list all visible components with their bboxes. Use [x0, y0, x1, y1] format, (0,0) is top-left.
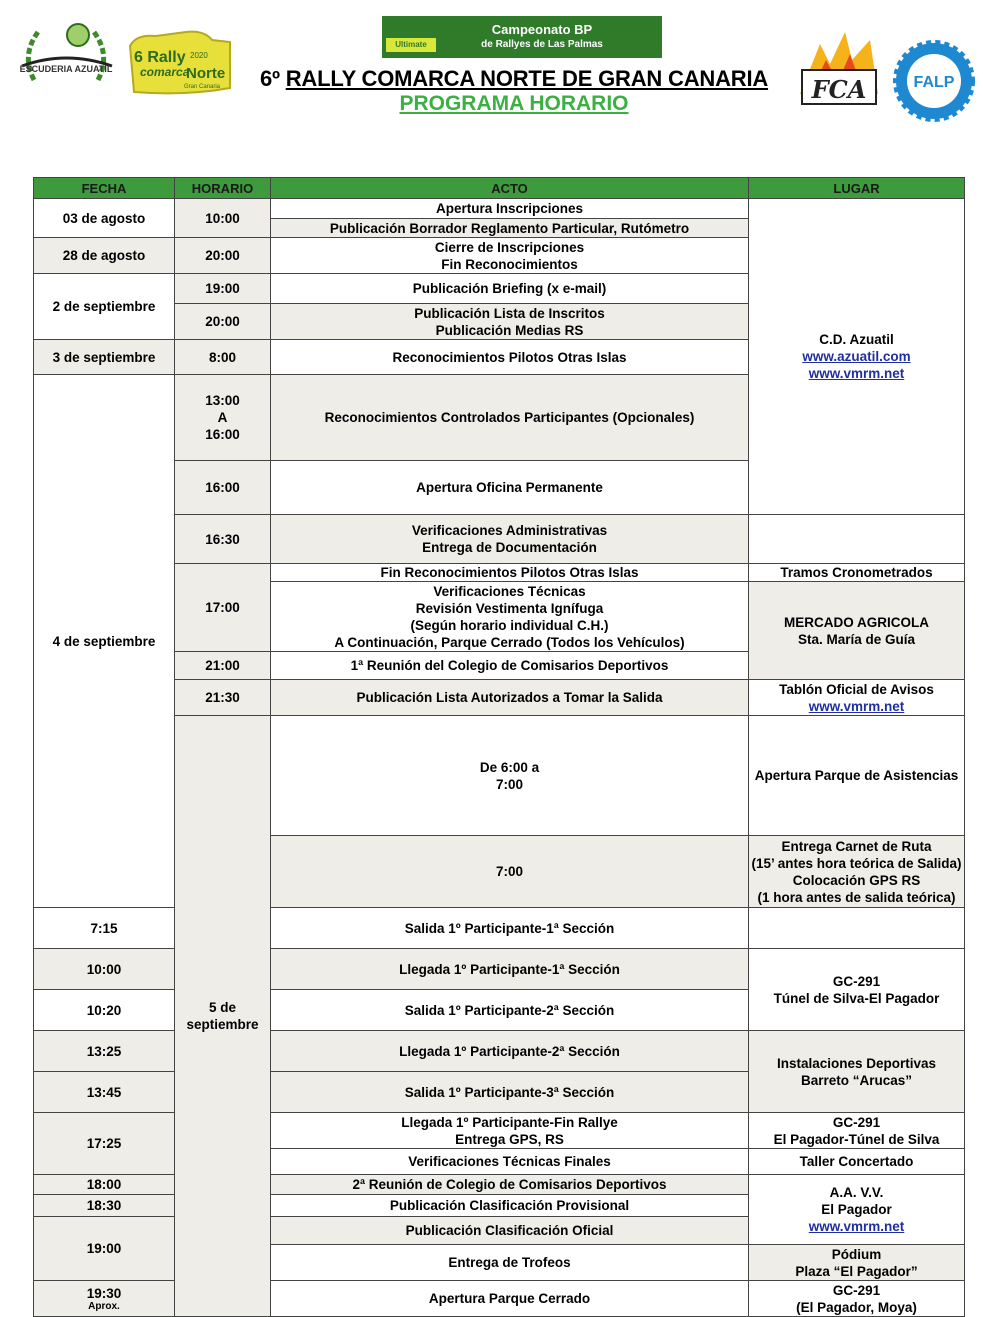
header-acto: ACTO: [271, 178, 749, 199]
act-line: Revisión Vestimenta Ignífuga: [415, 600, 604, 616]
campeonato-bp-banner: [382, 16, 662, 58]
act-cell: Salida 1º Participante-1ª Sección: [271, 908, 749, 949]
rally-comarca-norte-logo: [126, 28, 234, 98]
place-line: El Pagador: [821, 1202, 892, 1217]
time-line: 7:00: [495, 776, 524, 792]
time-cell: 7:15: [34, 908, 175, 949]
act-line: Publicación Medias RS: [435, 322, 584, 338]
place-cell: [749, 199, 965, 515]
time-cell: [271, 716, 749, 836]
act-cell: Apertura Parque de Asistencias: [749, 716, 965, 836]
act-line: Verificaciones Técnicas: [433, 583, 586, 599]
svg-text:FALP: FALP: [913, 74, 955, 91]
time-cell: 7:00: [271, 836, 749, 908]
table-header-row: [34, 178, 965, 199]
time-line: De 6:00 a: [479, 759, 540, 775]
title-text: RALLY COMARCA NORTE DE GRAN CANARIA: [285, 66, 769, 91]
act-line: (1 hora antes de salida teórica): [757, 889, 956, 905]
act-cell: Publicación Lista Autorizados a Tomar la Salida: [271, 680, 749, 716]
time-line: 13:00: [205, 393, 240, 408]
act-line: Fin Reconocimientos: [441, 256, 578, 272]
page-subtitle: PROGRAMA HORARIO: [399, 92, 629, 115]
time-line: 19:30: [86, 1286, 122, 1301]
place-link[interactable]: www.vmrm.net: [808, 698, 905, 714]
act-line: Verificaciones Administrativas: [411, 523, 608, 539]
time-cell: 20:00: [175, 304, 271, 340]
place-cell: Taller Concertado: [749, 1149, 965, 1175]
place-line: MERCADO AGRICOLA: [784, 614, 929, 630]
place-line: Pódium: [831, 1246, 882, 1262]
act-cell: Publicación Borrador Reglamento Particular, Rutómetro: [271, 219, 749, 238]
time-cell: 18:00: [34, 1175, 175, 1195]
act-cell: Publicación Clasificación Oficial: [271, 1217, 749, 1245]
time-cell: 19:00: [34, 1217, 175, 1281]
svg-text:Norte: Norte: [186, 65, 226, 82]
svg-text:6 Rally: 6 Rally: [134, 49, 186, 66]
time-cell: 21:00: [175, 652, 271, 680]
place-line: Plaza “El Pagador”: [795, 1263, 918, 1279]
act-cell: Fin Reconocimientos Pilotos Otras Islas: [271, 564, 749, 582]
place-line: (El Pagador, Moya): [796, 1299, 917, 1315]
header-fecha: FECHA: [34, 178, 175, 199]
escuderia-azuatil-logo: [16, 20, 116, 100]
table-row: [34, 1281, 965, 1317]
place-line: GC-291: [832, 1114, 881, 1130]
time-line: A: [217, 410, 228, 425]
place-cell: [749, 1281, 965, 1317]
schedule-table: [33, 177, 965, 1317]
time-cell: 10:00: [34, 949, 175, 990]
place-line: Barreto “Arucas”: [800, 1072, 913, 1088]
act-line: Cierre de Inscripciones: [434, 239, 585, 255]
table-row: [34, 1175, 965, 1195]
place-cell: [749, 1031, 965, 1113]
place-line: A.A. V.V.: [829, 1185, 884, 1200]
table-row: [34, 199, 965, 219]
title-prefix: 6º: [259, 66, 280, 91]
place-cell: [749, 1245, 965, 1281]
place-cell: [749, 582, 965, 680]
header-horario: HORARIO: [175, 178, 271, 199]
fca-logo: [790, 24, 888, 114]
act-cell: Publicación Briefing (x e-mail): [271, 274, 749, 304]
act-cell: Llegada 1º Participante-2ª Sección: [271, 1031, 749, 1072]
act-line: Entrega GPS, RS: [455, 1131, 564, 1147]
date-cell: 28 de agosto: [34, 238, 175, 274]
time-cell: 16:30: [175, 515, 271, 564]
place-link[interactable]: www.azuatil.com: [802, 349, 911, 365]
banner-line-2: de Rallyes de Las Palmas: [481, 39, 603, 50]
act-line: (Según horario individual C.H.): [410, 617, 609, 633]
table-row: [34, 1113, 965, 1149]
act-cell: Reconocimientos Controlados Participantes (Opcionales): [271, 375, 749, 461]
time-cell: 13:25: [34, 1031, 175, 1072]
act-cell: Apertura Parque Cerrado: [271, 1281, 749, 1317]
place-line: Tablón Oficial de Avisos: [779, 681, 934, 697]
place-line: El Pagador-Túnel de Silva: [773, 1131, 940, 1147]
svg-text:Gran Canaria: Gran Canaria: [184, 84, 221, 90]
falp-logo: [893, 40, 975, 122]
time-cell: 10:00: [175, 199, 271, 238]
place-cell: [749, 1113, 965, 1149]
act-line: (15’ antes hora teórica de Salida): [751, 855, 962, 871]
table-row: [34, 908, 965, 949]
svg-text:ESCUDERIA AZUATIL: ESCUDERIA AZUATIL: [19, 64, 113, 74]
time-cell: 8:00: [175, 340, 271, 375]
act-cell: Verificaciones Técnicas Finales: [271, 1149, 749, 1175]
date-cell: 5 de septiembre: [175, 716, 271, 1317]
svg-text:2020: 2020: [190, 51, 208, 60]
place-line: Instalaciones Deportivas: [776, 1055, 937, 1071]
svg-text:FCA: FCA: [811, 75, 867, 104]
date-cell: 3 de septiembre: [34, 340, 175, 375]
act-cell: Salida 1º Participante-3ª Sección: [271, 1072, 749, 1113]
time-cell: 20:00: [175, 238, 271, 274]
act-line: Entrega de Documentación: [422, 540, 597, 556]
act-cell: Apertura Oficina Permanente: [271, 461, 749, 515]
act-cell: 2ª Reunión de Colegio de Comisarios Deportivos: [271, 1175, 749, 1195]
place-cell: [749, 949, 965, 1031]
date-cell: 4 de septiembre: [34, 375, 175, 908]
place-line: Sta. María de Guía: [797, 631, 916, 647]
act-line: Llegada 1º Participante-Fin Rallye: [401, 1114, 618, 1130]
act-cell: 1ª Reunión del Colegio de Comisarios Deportivos: [271, 652, 749, 680]
time-note: Aprox.: [88, 1301, 120, 1312]
act-cell: [271, 1113, 749, 1149]
place-cell: [749, 680, 965, 716]
ultimate-tag: Ultimate: [386, 38, 436, 52]
act-cell: Salida 1º Participante-2ª Sección: [271, 990, 749, 1031]
place-line: GC-291: [832, 973, 881, 989]
act-cell: Llegada 1º Participante-1ª Sección: [271, 949, 749, 990]
header-lugar: LUGAR: [749, 178, 965, 199]
time-cell: 18:30: [34, 1195, 175, 1217]
place-link[interactable]: www.vmrm.net: [808, 366, 905, 382]
act-cell: Apertura Inscripciones: [271, 199, 749, 219]
place-line: GC-291: [832, 1282, 881, 1298]
time-cell: [175, 375, 271, 461]
act-cell: [271, 238, 749, 274]
time-cell: 10:20: [34, 990, 175, 1031]
banner-line-1: Campeonato BP: [491, 22, 593, 37]
time-cell: 17:00: [175, 564, 271, 652]
act-cell: [271, 582, 749, 652]
act-cell: [749, 836, 965, 908]
act-cell: Entrega de Trofeos: [271, 1245, 749, 1281]
act-line: Publicación Lista de Inscritos: [414, 305, 605, 321]
place-cell: Tramos Cronometrados: [749, 564, 965, 582]
time-cell: 16:00: [175, 461, 271, 515]
table-row: [34, 949, 965, 990]
time-cell: 21:30: [175, 680, 271, 716]
place-link[interactable]: www.vmrm.net: [808, 1219, 905, 1234]
act-cell: Publicación Clasificación Provisional: [271, 1195, 749, 1217]
table-row: [34, 1031, 965, 1072]
act-cell: Reconocimientos Pilotos Otras Islas: [271, 340, 749, 375]
time-cell: 13:45: [34, 1072, 175, 1113]
time-line: 16:00: [205, 427, 240, 442]
place-line: Túnel de Silva-El Pagador: [773, 990, 940, 1006]
place-cell: [749, 1175, 965, 1245]
time-cell: 17:25: [34, 1113, 175, 1175]
time-cell: 19:00: [175, 274, 271, 304]
act-cell: [271, 304, 749, 340]
date-cell: 03 de agosto: [34, 199, 175, 238]
place-line: C.D. Azuatil: [819, 332, 894, 348]
act-line: A Continuación, Parque Cerrado (Todos los Vehículos): [334, 634, 685, 650]
svg-text:comarca: comarca: [140, 65, 190, 79]
act-line: Entrega Carnet de Ruta: [781, 838, 932, 854]
date-cell: 2 de septiembre: [34, 274, 175, 340]
header: [0, 0, 983, 175]
act-line: Colocación GPS RS: [792, 872, 921, 888]
act-cell: [271, 515, 749, 564]
time-cell: [34, 1281, 175, 1317]
page-title: [238, 66, 790, 92]
